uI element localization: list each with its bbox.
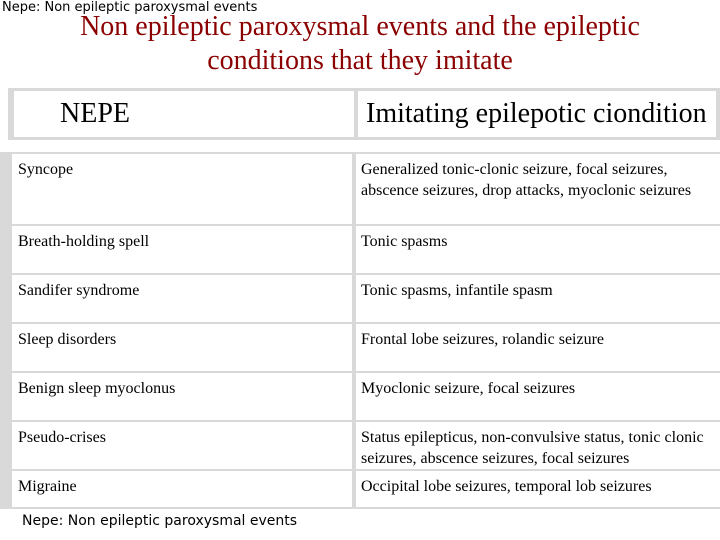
- table-row: [0, 224, 720, 276]
- slide-title: [0, 10, 720, 78]
- title-line-1: Non epileptic paroxysmal events and the epileptic: [80, 11, 640, 42]
- header-imitating-condition: Imitating epilepotic ciondition: [358, 91, 716, 137]
- nepe-cell: Breath-holding spell: [12, 226, 352, 274]
- nepe-cell: Sandifer syndrome: [12, 275, 352, 323]
- nepe-cell: Sleep disorders: [12, 324, 352, 372]
- nepe-cell: Pseudo-crises: [12, 422, 352, 470]
- imitates-cell: Tonic spasms: [356, 226, 720, 274]
- nepe-cell: Syncope: [12, 154, 352, 224]
- table-row: [0, 420, 720, 472]
- imitates-cell: Myoclonic seizure, focal seizures: [356, 373, 720, 421]
- nepe-cell: Benign sleep myoclonus: [12, 373, 352, 421]
- header-nepe: NEPE: [14, 91, 354, 137]
- slide-footer-label: Nepe: Non epileptic paroxysmal events: [22, 513, 298, 529]
- table-row: [0, 152, 720, 226]
- table-row: [0, 371, 720, 423]
- imitates-cell: Frontal lobe seizures, rolandic seizure: [356, 324, 720, 372]
- table-row: [0, 322, 720, 374]
- table-row: [0, 273, 720, 325]
- imitates-cell: Tonic spasms, infantile spasm: [356, 275, 720, 323]
- table-header: [8, 88, 720, 140]
- imitates-cell: Status epilepticus, non-convulsive status, tonic clonic seizures, abscence seizures, focal seizures: [356, 422, 720, 470]
- imitates-cell: Generalized tonic-clonic seizure, focal seizures, abscence seizures, drop attacks, myoclonic seizures: [356, 154, 720, 224]
- table-row: [0, 469, 720, 509]
- title-line-2: conditions that they imitate: [207, 45, 513, 76]
- imitates-cell: Occipital lobe seizures, temporal lob seizures: [356, 471, 720, 507]
- nepe-cell: Migraine: [12, 471, 352, 507]
- slide-top-label: Nepe: Non epileptic paroxysmal events: [2, 0, 258, 15]
